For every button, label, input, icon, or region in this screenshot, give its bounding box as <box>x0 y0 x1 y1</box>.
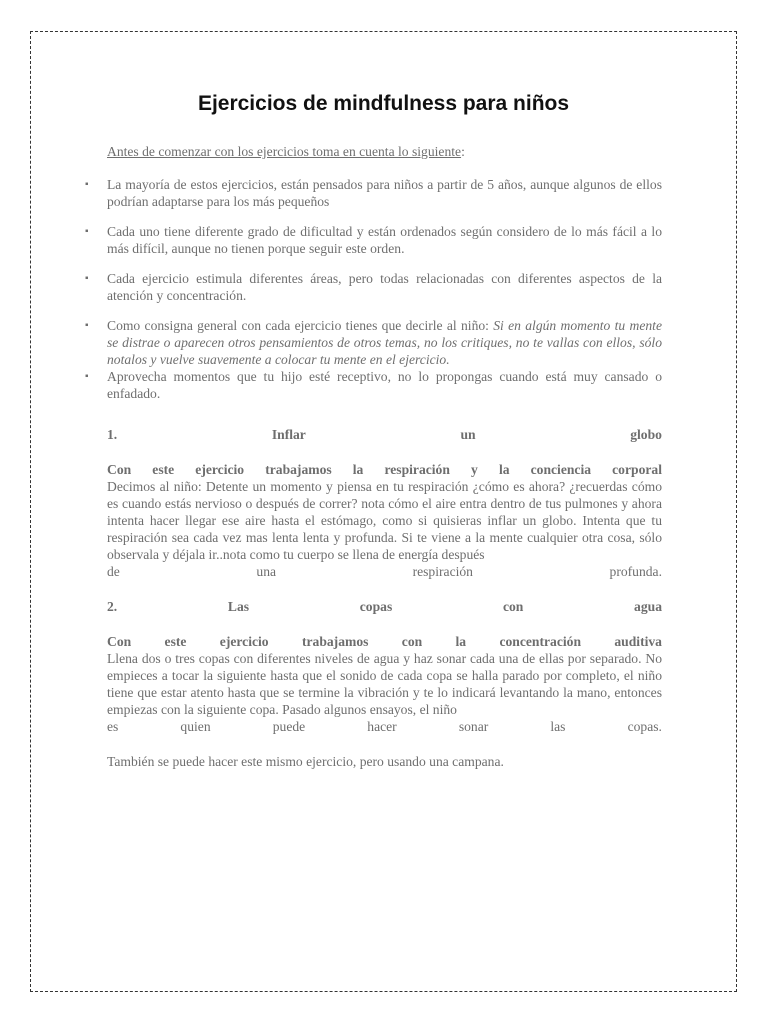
focus-word: y <box>471 462 478 477</box>
exercise-2-text: Llena dos o tres copas con diferentes niveles de agua y haz sonar cada una de ellas por separado. No empieces a tocar la siguiente hasta que el sonido de cada copa se halla parado por completo, el niño tiene que estar atento hasta que se termine la vibración y te lo indicará levantando la mano, entonces empiezas con la siguiente copa. Pasado algunos ensayos, el niño <box>107 651 662 717</box>
heading-word: agua <box>634 599 662 614</box>
exercise-1-body <box>107 461 662 580</box>
text-word: hacer <box>367 719 397 734</box>
heading-word: con <box>502 599 524 614</box>
heading-word: Las <box>227 599 250 614</box>
heading-word: 1. <box>107 427 118 442</box>
closing-note: También se puede hacer este mismo ejercicio, pero usando una campana. <box>107 754 504 769</box>
text-word: puede <box>272 719 306 734</box>
text-word: copas. <box>627 719 662 734</box>
focus-word: la <box>498 462 510 477</box>
text-word: quien <box>180 719 211 734</box>
list-item <box>107 317 662 368</box>
text-word: las <box>550 719 566 734</box>
heading-word: Inflar <box>271 427 306 442</box>
focus-word: respiración <box>384 462 450 477</box>
focus-word: ejercicio <box>219 634 269 649</box>
exercise-2-body <box>107 633 662 735</box>
focus-word: la <box>455 634 467 649</box>
focus-word: corporal <box>612 462 662 477</box>
focus-word: la <box>352 462 364 477</box>
list-item: ▪ La mayoría de estos ejercicios, están pensados para niños a partir de 5 años, aunque algunos de ellos podrían adaptarse para los más pequeños <box>107 176 662 210</box>
focus-word: Con <box>107 462 132 477</box>
focus-word: ejercicio <box>195 462 245 477</box>
focus-word: este <box>164 634 187 649</box>
list-item: ▪ Aprovecha momentos que tu hijo esté receptivo, no lo propongas cuando está muy cansado o enfadado. <box>107 368 662 402</box>
text-word: es <box>107 719 119 734</box>
text-word: de <box>107 564 120 579</box>
focus-word: trabajamos <box>265 462 332 477</box>
heading-word: copas <box>359 599 393 614</box>
heading-word: globo <box>630 427 662 442</box>
text-word: una <box>256 564 277 579</box>
focus-word: Con <box>107 634 132 649</box>
text-word: profunda. <box>609 564 662 579</box>
list-item-plain-text: Como consigna general con cada ejercicio tienes que decirle al niño: <box>107 318 494 333</box>
exercise-2-last-line <box>107 718 662 735</box>
exercise-1-focus <box>107 461 662 478</box>
intro-suffix: : <box>461 144 465 159</box>
focus-word: este <box>152 462 175 477</box>
text-word: respiración <box>412 564 473 579</box>
list-item: ▪ Cada ejercicio estimula diferentes áreas, pero todas relacionadas con diferentes aspectos de la atención y concentración. <box>107 270 662 304</box>
intro-underlined-text: Antes de comenzar con los ejercicios toma en cuenta lo siguiente <box>107 144 462 159</box>
text-word: sonar <box>458 719 489 734</box>
document-title: Ejercicios de mindfulness para niños <box>197 92 570 115</box>
focus-word: auditiva <box>614 634 662 649</box>
exercise-2-heading <box>107 598 662 615</box>
exercise-1-heading <box>107 426 662 443</box>
focus-word: conciencia <box>530 462 592 477</box>
document-content <box>107 90 662 784</box>
focus-word: trabajamos <box>301 634 369 649</box>
notes-list <box>107 176 662 402</box>
exercise-1-text: Decimos al niño: Detente un momento y piensa en tu respiración ¿cómo es ahora? ¿recuerdas cómo es cuando estás nervioso o después de correr? nota cómo el aire entra dentro de tus pulmones y ahora intenta hacer llegar ese aire hasta el estómago, como si quisieras inflar un globo. Intenta que tu respiración sea cada vez mas lenta lenta y profunda. Si te viene a la mente cualquier otra cosa, sólo observala y déjala ir..nota como tu cuerpo se llena de energía después <box>107 479 662 562</box>
list-item: ▪ Cada uno tiene diferente grado de dificultad y están ordenados según considero de lo más fácil a lo más difícil, aunque no tienen porque seguir este orden. <box>107 223 662 257</box>
intro-paragraph <box>107 143 662 160</box>
focus-word: concentración <box>499 634 582 649</box>
exercise-1-last-line <box>107 563 662 580</box>
exercise-2-focus <box>107 633 662 650</box>
heading-word: un <box>460 427 476 442</box>
list-item-italic-text: Si en algún momento tu mente se distrae o aparecen otros pensamientos de otros temas, no los critiques, no te vallas con ellos, sólo notalos y vuelve suavemente a colocar tu mente en el ejercicio. <box>107 318 662 367</box>
focus-word: con <box>401 634 423 649</box>
heading-word: 2. <box>107 599 118 614</box>
